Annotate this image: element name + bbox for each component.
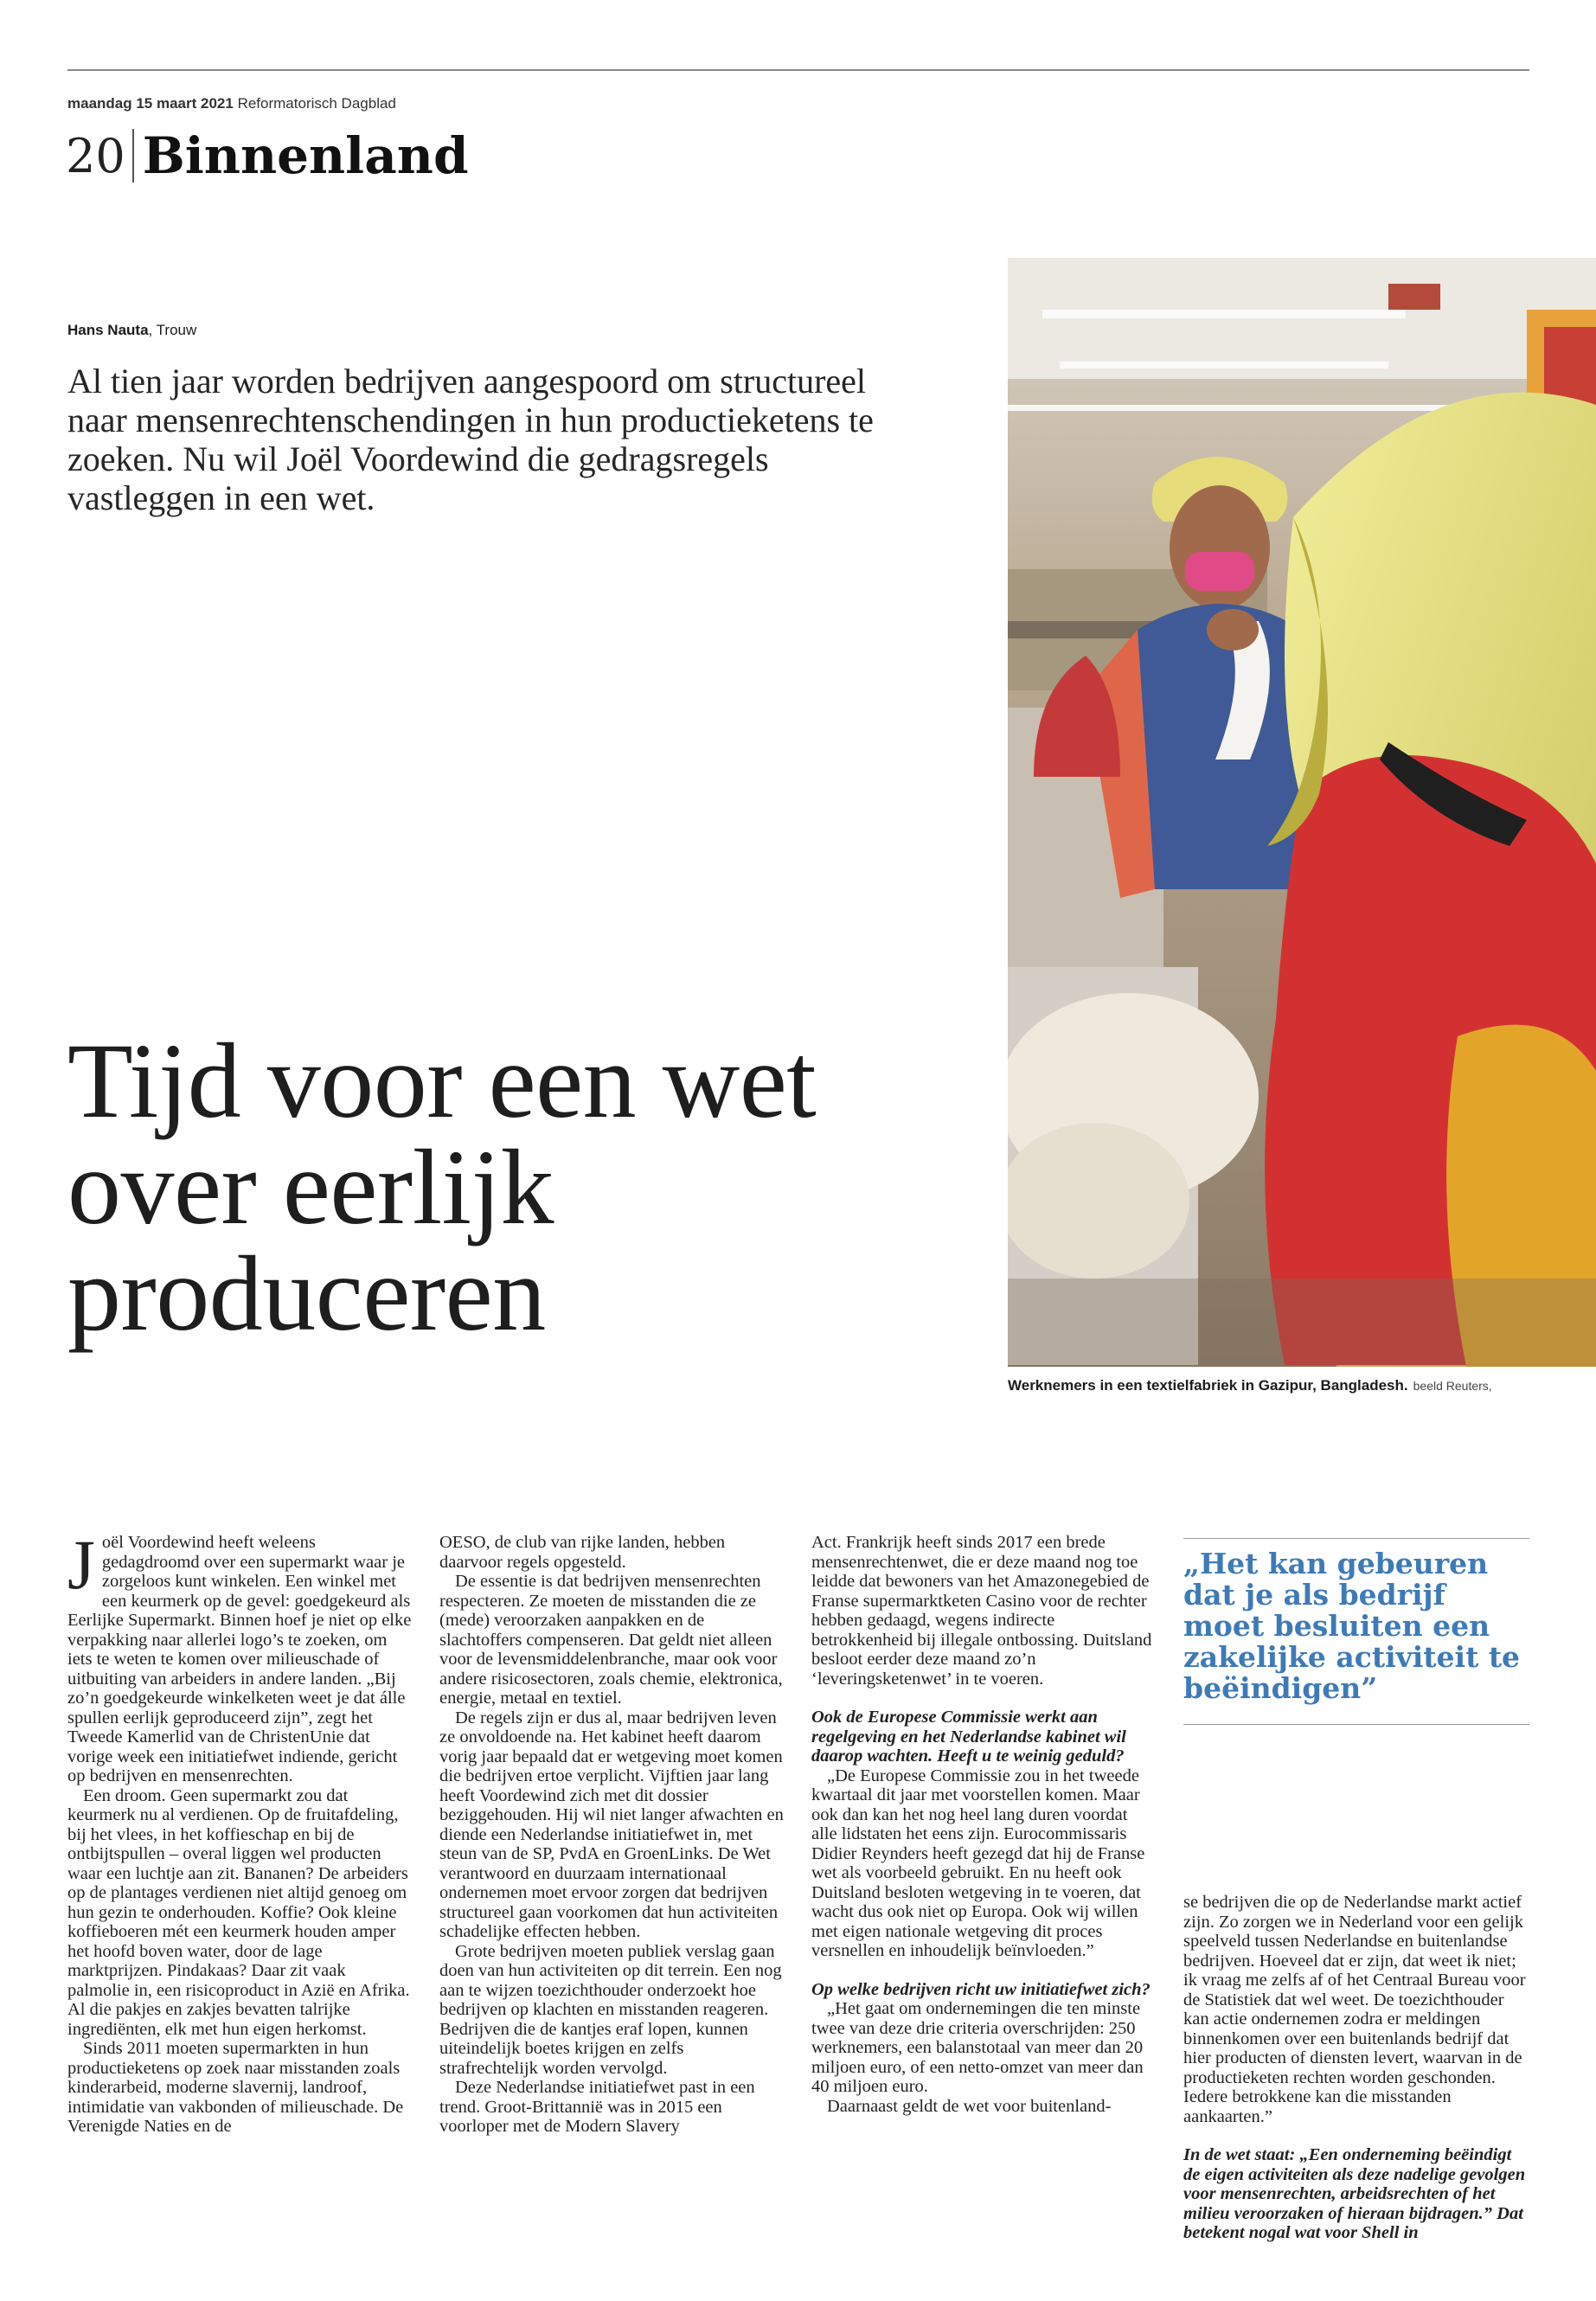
article-headline: Tijd voor een wet over eerlijk produceren (67, 1022, 817, 1353)
paragraph: „Het gaat om ondernemingen die ten minste twee van deze drie criteria overschrijden: 250 werknemers, een balanstotaal van meer dan 20 miljoen euro, of een netto-omzet van meer dan 40 miljoen euro. (811, 1999, 1144, 2096)
pullquote-rule-bottom (1183, 1724, 1529, 1725)
paragraph: Deze Nederlandse initiatiefwet past in een trend. Groot-Brittannië was in 2015 een voorloper met de Modern Slavery (439, 2078, 755, 2136)
article-column-2 (439, 1533, 784, 2137)
dateline (67, 95, 396, 112)
paragraph: Act. Frankrijk heeft sinds 2017 een brede mensenrechtenwet, die er deze maand nog toe leidde dat bewoners van het Amazonegebied de Franse supermarktketen Casino voor de rechter hebben gedaagd, wegens indirecte betrokkenheid bij illegale ontbossing. Duitsland besloot eerder deze maand zo’n ‘leveringsketenwet’ in te voeren. (811, 1533, 1152, 1689)
byline (67, 322, 196, 339)
article-photo (1008, 258, 1596, 1367)
article-intro: Al tien jaar worden bedrijven aangespoord om structureel naar mensenrechtenschendingen in hun productieketens te zoeken. Nu wil Joël Voordewind die gedragsregels vastleggen in een wet. (67, 362, 874, 517)
factory-photo-illustration (1008, 258, 1596, 1367)
caption-text: Werknemers in een textielfabriek in Gazipur, Bangladesh. (1008, 1377, 1408, 1394)
page-header (66, 123, 469, 189)
article-column-1 (67, 1525, 412, 2137)
interview-question: Op welke bedrijven richt uw initiatiefwet zich? (811, 1979, 1151, 1999)
paragraph: Grote bedrijven moeten publiek verslag gaan doen van hun activiteiten op dit terrein. Een nog aan te wijzen toezichthouder onderzoekt hoe bedrijven op klachten en misstanden reageren. Bedrijven die de kantjes eraf lopen, kunnen uiteindelijk boetes krijgen en zelfs strafrechtelijk worden vervolgd. (439, 1941, 782, 2078)
paragraph (67, 1525, 412, 1786)
paragraph: Een droom. Geen supermarkt zou dat keurmerk nu al verdienen. Op de fruitafdeling, bij het vlees, in het koffieschap en bij de ontbijtspullen – overal liggen wel producten waar een luchtje aan zit. Bananen? De arbeiders op de plantages verdienen niet altijd genoeg om hun gezin te onderhouden. Koffie? Ook kleine koffieboeren mét een keurmerk houden amper het hoofd boven water, door de lage marktprijzen. Pindakaas? Daar zit vaak palmolie in, een risicoproduct in Azië en Afrika. Al die pakjes en zakjes bevatten talrijke ingrediënten, elk met hun eigen herkomst. (67, 1785, 410, 2039)
photo-caption (1008, 1377, 1596, 1394)
issue-date: maandag 15 maart 2021 (67, 95, 234, 112)
author-source: , Trouw (148, 322, 197, 338)
drop-cap: J (67, 1525, 95, 1604)
article-column-3 (811, 1533, 1156, 2116)
pull-quote: „Het kan gebeuren dat je als bedrijf moet besluiten een zakelijke activiteit te beëindigen” (1183, 1547, 1521, 1705)
photo-credit: beeld Reuters, (1413, 1379, 1492, 1393)
paragraph: „De Europese Commissie zou in het tweede kwartaal dit jaar met voorstellen komen. Maar ook dan kan het nog heel lang duren voordat alle lidstaten het eens zijn. Eurocommissaris Didier Reynders heeft gezegd dat hij de Franse wet als voorbeeld gebruikt. En nu heeft ook Duitsland besloten wetgeving in te voeren, dat wacht dus ook niet op Europa. Ook wij willen met eigen nationale wetgeving dit proces versnellen en inhoudelijk beïnvloeden.” (811, 1766, 1145, 1960)
paragraph: Daarnaast geldt de wet voor buitenland- (827, 2096, 1112, 2116)
publication-name: Reformatorisch Dagblad (237, 95, 396, 112)
paragraph: OESO, de club van rijke landen, hebben daarvoor regels opgesteld. (439, 1533, 726, 1572)
paragraph: Sinds 2011 moeten supermarkten in hun productieketens op zoek naar misstanden zoals kinderarbeid, moderne slavernij, landroof, intimidatie van vakbonden of milieuschade. De Verenigde Naties en de (67, 2039, 404, 2136)
paragraph: De essentie is dat bedrijven mensenrechten respecteren. Ze moeten de misstanden die ze (mede) veroorzaken aanpakken en de slachtoffers compenseren. Dat geldt niet alleen voor de levensmiddelenbranche, maar ook voor andere risicosectoren, zoals chemie, elektronica, energie, metaal en textiel. (439, 1572, 783, 1708)
interview-question: Ook de Europese Commissie werkt aan regelgeving en het Nederlandse kabinet wil daarop wachten. Heeft u te weinig geduld? (811, 1708, 1126, 1766)
paragraph: se bedrijven die op de Nederlandse markt actief zijn. Zo zorgen we in Nederland voor een gelijk speelveld tussen Nederlandse en buitenlandse bedrijven. Hoeveel dat er zijn, dat weet ik niet; ik vraag me zelfs af of het Centraal Bureau voor de Statistiek dat wel weet. De toezichthouder kan actie ondernemen zodra er meldingen binnenkomen over een buitenlands bedrijf dat hier producten of diensten levert, waarvan in de productieketen rechten worden geschonden. Iedere betrokkene kan die misstanden aankaarten.” (1183, 1893, 1526, 2126)
page-number: 20 (66, 128, 125, 183)
pullquote-rule-top (1183, 1538, 1529, 1539)
paragraph: De regels zijn er dus al, maar bedrijven leven ze onvoldoende na. Het kabinet heeft daarom vorig jaar bepaald dat er wetgeving moet komen die bedrijven ertoe verplicht. Vijftien jaar lang heeft Voordewind zich met dit dossier beziggehouden. Hij wil niet langer afwachten en diende een Nederlandse initiatiefwet in, met steun van de SP, PvdA en GroenLinks. De Wet verantwoord en duurzaam internationaal ondernemen moet ervoor zorgen dat bedrijven structureel gaan voorkomen dat hun activiteiten schadelijke effecten hebben. (439, 1708, 784, 1941)
paragraph-text: oël Voordewind heeft weleens gedagdroomd over een supermarkt waar je zorgeloos kunt winkelen. Een winkel met een keurmerk op de gevel: goedgekeurd als Eerlijke Supermarkt. Binnen hoef je niet op elke verpakking naar allerlei logo’s te zoeken, om iets te weten te komen over milieuschade of uitbuiting van arbeiders in andere landen. „Bij zo’n goedgekeurde winkelketen weet je dat álle spullen eerlijk geproduceerd zijn”, zegt het Tweede Kamerlid van de ChristenUnie dat vorige week een initiatiefwet indiende, gericht op bedrijven en mensenrechten. (67, 1533, 412, 1785)
header-divider (132, 129, 134, 183)
article-column-4 (1183, 1893, 1529, 2243)
interview-question: In de wet staat: „Een onderneming beëindigt de eigen activiteiten als deze nadelige gevolgen voor mensenrechten, arbeidsrechten of het milieu veroorzaken of hieraan bijdragen.” Dat betekent nogal wat voor Shell in (1183, 2145, 1526, 2242)
section-title: Binnenland (142, 126, 469, 185)
top-rule (67, 69, 1529, 71)
author-name: Hans Nauta (67, 322, 149, 338)
